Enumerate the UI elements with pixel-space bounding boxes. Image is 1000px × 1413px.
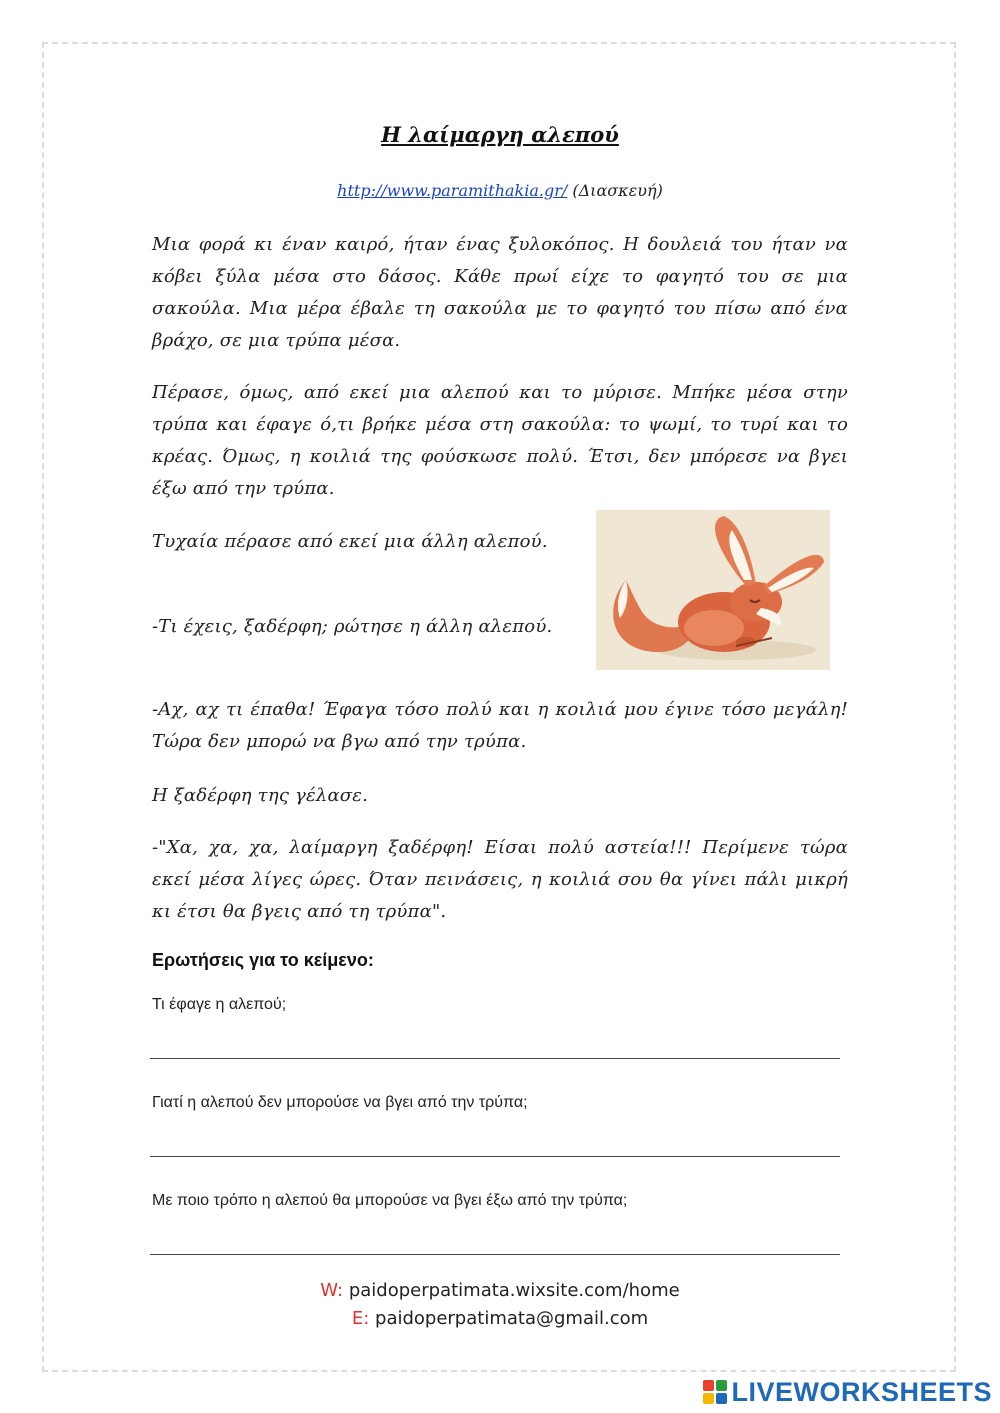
fox-icon [596,510,830,670]
story-paragraph-6: Η ξαδέρφη της γέλασε. [152,785,369,806]
answer-line-1[interactable] [150,1058,840,1059]
source-link[interactable]: http://www.paramithakia.gr/ [337,181,568,200]
story-paragraph-5: -Αχ, αχ τι έπαθα! Έφαγα τόσο πολύ και η κοιλιά μου έγινε τόσο μεγάλη! Τώρα δεν μπορώ να βγω από την τρύπα. [152,699,848,752]
story-paragraph-2: Πέρασε, όμως, από εκεί μια αλεπού και το μύρισε. Μπήκε μέσα στην τρύπα και έφαγε ό,τι βρήκε μέσα στη σακούλα: το ψωμί, το τυρί και το κρέας. Όμως, η κοιλιά της φούσκωσε πολύ. Έτσι, δεν μπόρεσε να βγει έξω από την τρύπα. [152,382,848,499]
question-2: Γιατί η αλεπού δεν μπορούσε να βγει από την τρύπα; [152,1094,528,1111]
fox-illustration [596,510,830,670]
footer-email-label: E: [351,1308,370,1329]
story-paragraph-1: Μια φορά κι έναν καιρό, ήταν ένας ξυλοκόπος. Η δουλειά του ήταν να κόβει ξύλα μέσα στο δάσος. Κάθε πρωί είχε το φαγητό του σε μια σακούλα. Μια μέρα έβαλε τη σακούλα με το φαγητό του πίσω από ένα βράχο, σε μια τρύπα μέσα. [152,234,848,351]
answer-line-2[interactable] [150,1156,840,1157]
footer-email-link[interactable]: paidoperpatimata@gmail.com [375,1308,649,1329]
questions-heading: Ερωτήσεις για το κείμενο: [152,950,374,970]
answer-line-3[interactable] [150,1254,840,1255]
footer-web [0,1280,1000,1301]
footer-email [0,1308,1000,1329]
story-paragraph-7: -"Χα, χα, χα, λαίμαργη ξαδέρφη! Είσαι πολύ αστεία!!! Περίμενε τώρα εκεί μέσα λίγες ώρες. Όταν πεινάσεις, η κοιλιά σου θα γίνει πάλι μικρή κι έτσι θα βγεις από τη τρύπα". [152,837,848,922]
story-title: Η λαίμαργη αλεπού [381,122,619,147]
question-1: Τι έφαγε η αλεπού; [152,996,287,1013]
footer-web-link[interactable]: paidoperpatimata.wixsite.com/home [348,1280,680,1301]
story-paragraph-3: Τυχαία πέρασε από εκεί μια άλλη αλεπού. [152,531,548,552]
liveworksheets-brand[interactable] [703,1376,992,1408]
liveworksheets-logo-icon [703,1380,727,1404]
question-3: Με ποιο τρόπο η αλεπού θα μπορούσε να βγει έξω από την τρύπα; [152,1192,628,1209]
source-line [0,181,1000,200]
story-paragraph-4: -Τι έχεις, ξαδέρφη; ρώτησε η άλλη αλεπού. [152,616,553,637]
liveworksheets-wordmark: LIVEWORKSHEETS [731,1376,992,1407]
source-note: (Διασκευή) [572,181,663,200]
footer-web-label: W: [320,1280,344,1301]
